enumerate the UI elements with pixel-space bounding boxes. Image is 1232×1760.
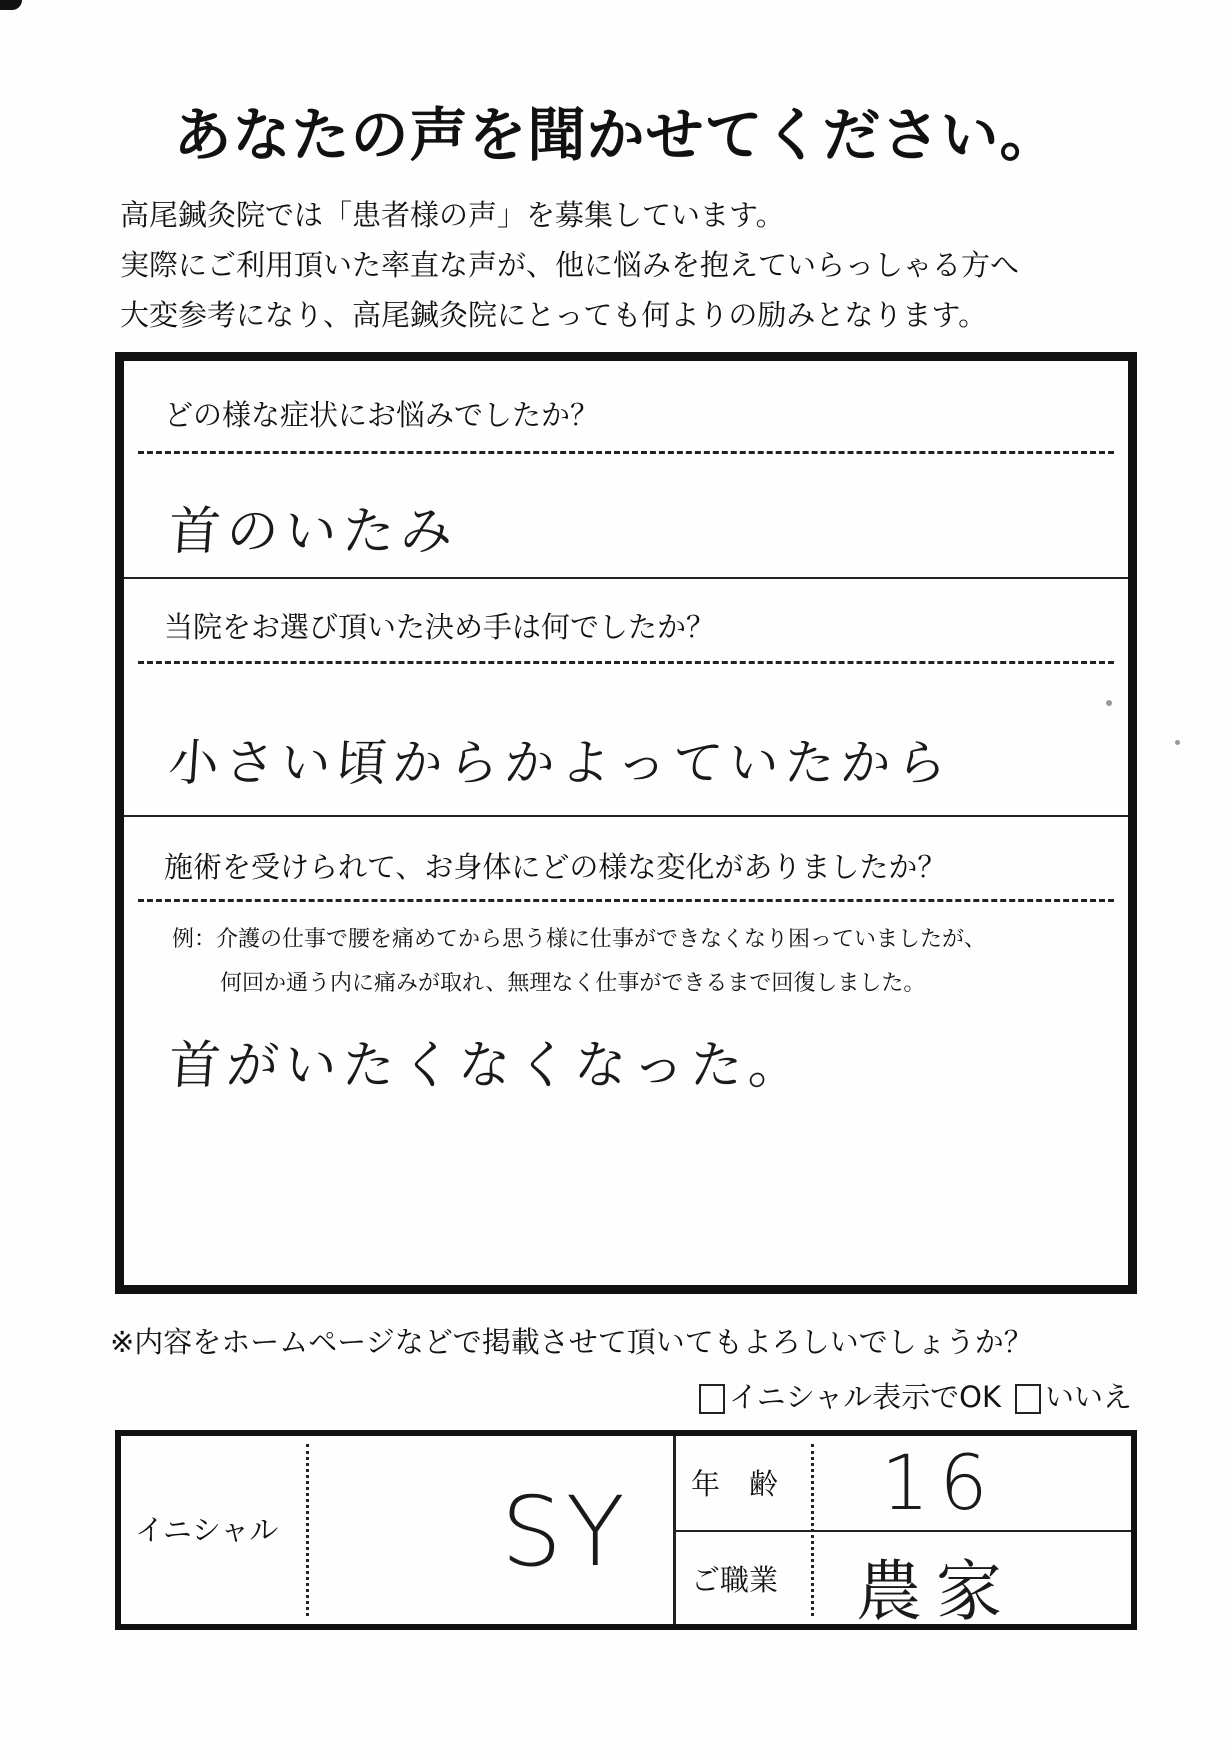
dotted-divider: [306, 1444, 309, 1616]
intro-line: 大変参考になり、高尾鍼灸院にとっても何よりの励みとなります。: [120, 298, 988, 332]
row-divider: [673, 1530, 1131, 1532]
intro-line: 実際にご利用頂いた率直な声が、他に悩みを抱えていらっしゃる方へ: [120, 248, 1020, 282]
answer-symptom: 首のいたみ: [166, 502, 461, 562]
question-reason: 当院をお選び頂いた決め手は何でしたか？: [164, 610, 716, 644]
consent-option-no[interactable]: [1015, 1375, 1132, 1416]
dashed-divider: [138, 661, 1114, 664]
option-label: いいえ: [1044, 1380, 1132, 1414]
consent-option-yes[interactable]: [699, 1375, 1001, 1416]
scan-speck: [1175, 740, 1180, 745]
section-divider: [124, 815, 1128, 817]
checkbox[interactable]: [699, 1384, 725, 1414]
initial-label: イニシャル: [135, 1513, 279, 1547]
example-line: 何回か通う内に痛みが取れ、無理なく仕事ができるまで回復しました。: [220, 971, 926, 996]
intro-text: [120, 190, 1019, 340]
question-change: 施術を受けられて、お身体にどの様な変化がありましたか？: [164, 850, 947, 884]
question-symptom: どの様な症状にお悩みでしたか？: [164, 398, 600, 432]
age-label: 年 齢: [691, 1467, 779, 1501]
example-text: [172, 918, 986, 1006]
checkbox[interactable]: [1015, 1384, 1041, 1414]
answer-reason: 小さい頃からかよっていたから: [166, 734, 955, 792]
scan-corner-mark: [0, 0, 22, 10]
example-line: 例：介護の仕事で腰を痛めてから思う様に仕事ができなくなり困っていましたが、: [172, 927, 987, 952]
answer-change: 首がいたくなくなった。: [166, 1036, 809, 1096]
consent-question: ※内容をホームページなどで掲載させて頂いてもよろしいでしょうか？: [110, 1325, 1033, 1359]
option-label: イニシャル表示でOK: [728, 1380, 1001, 1414]
page-title: あなたの声を聞かせてください。: [173, 101, 1059, 169]
occupation-label: ご職業: [691, 1563, 779, 1597]
questionnaire-box: [115, 352, 1137, 1294]
section-divider: [124, 577, 1128, 579]
age-value: 16: [881, 1438, 998, 1527]
occupation-value: 農家: [856, 1553, 1016, 1630]
scan-speck: [1106, 700, 1112, 706]
initial-value: SY: [501, 1476, 629, 1588]
respondent-info-table: [115, 1430, 1137, 1630]
consent-options: [699, 1375, 1132, 1416]
intro-line: 高尾鍼灸院では「患者様の声」を募集しています。: [120, 198, 785, 232]
dashed-divider: [138, 899, 1114, 902]
dashed-divider: [138, 451, 1114, 454]
